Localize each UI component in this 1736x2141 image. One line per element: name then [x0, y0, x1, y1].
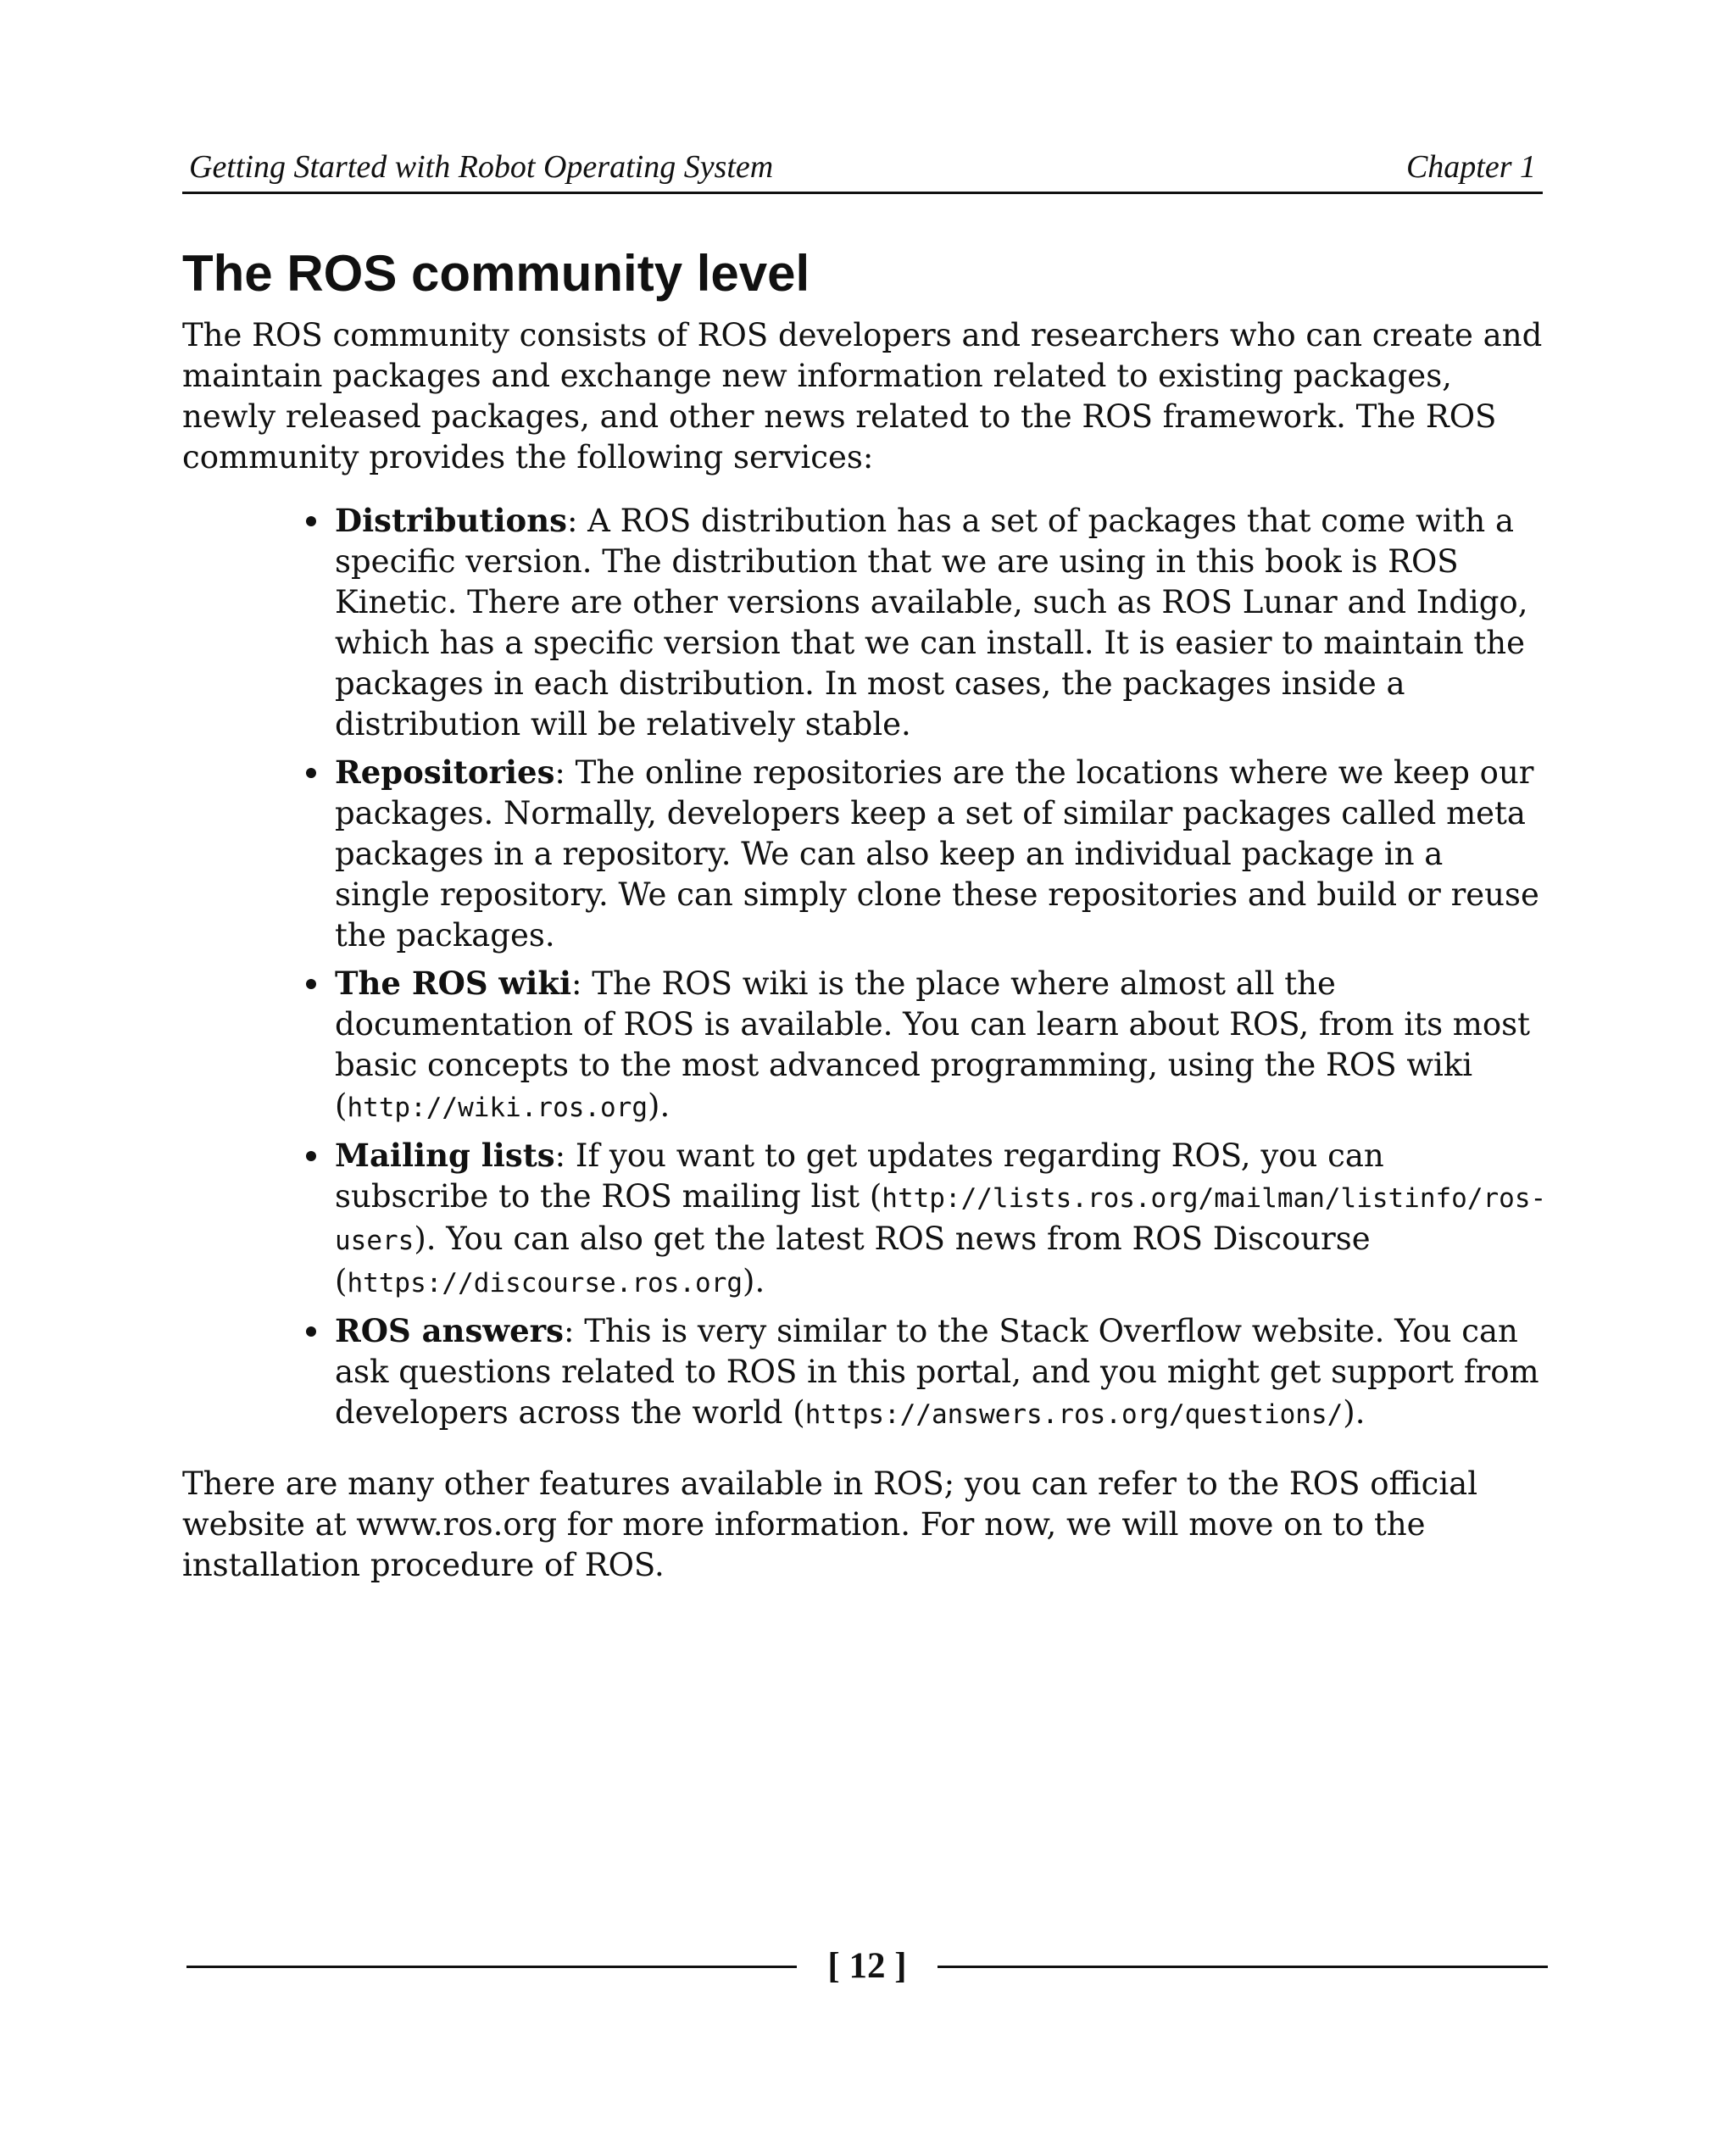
ros-wiki-text-end: ).: [648, 1087, 670, 1124]
mailing-lists-text: : If you want to get updates regarding ROS, you can subscribe to the ROS mailing list (: [335, 1137, 1384, 1215]
ros-answers-url: https://answers.ros.org/questions/: [804, 1399, 1344, 1430]
list-item-distributions: [335, 500, 1547, 745]
list-item-ros-answers: [335, 1310, 1547, 1435]
footer-rule-right: [938, 1966, 1548, 1968]
list-item-mailing-lists: [335, 1135, 1547, 1304]
section-heading: The ROS community level: [182, 245, 810, 302]
closing-paragraph: There are many other features available in ROS; you can refer to the ROS official website at www.ros.org for more information. For now, we will move on to the installation procedure of ROS.: [182, 1465, 1478, 1583]
mailing-lists-term: Mailing lists: [335, 1137, 555, 1174]
repositories-text: : The online repositories are the locations where we keep our packages. Normally, developers keep a set of similar packages called meta packages in a repository. We can also keep an individual package in a single repository. We can simply clone these repositories and build or reuse the packages.: [335, 754, 1539, 954]
mailing-list-url: http://lists.ros.org/mailman/listinfo/ros-users: [335, 1183, 1547, 1256]
running-header: [182, 142, 1543, 194]
distributions-text: : A ROS distribution has a set of packages that come with a specific version. The distribution that we are using in this book is ROS Kinetic. There are other versions available, such as ROS Lunar and Indigo, which has a specific version that we can install. It is easier to maintain the packages in each distribution. In most cases, the packages inside a distribution will be relatively stable.: [335, 503, 1528, 742]
mailing-lists-middle-text: ). You can also get the latest ROS news from ROS Discourse (: [335, 1221, 1371, 1299]
footer-rule-left: [186, 1966, 797, 1968]
list-item-repositories: [335, 752, 1547, 956]
mailing-lists-text-end: ).: [743, 1263, 765, 1299]
list-item-ros-wiki: [335, 963, 1547, 1128]
ros-wiki-term: The ROS wiki: [335, 965, 572, 1002]
book-title: Getting Started with Robot Operating System: [189, 149, 774, 185]
page-number: [ 12 ]: [827, 1946, 907, 1986]
chapter-label: Chapter 1: [1405, 149, 1536, 185]
ros-answers-text: : This is very similar to the Stack Overflow website. You can ask questions related to ROS in this portal, and you might get support from developers across the world (: [335, 1313, 1539, 1431]
ros-answers-text-end: ).: [1343, 1394, 1366, 1431]
repositories-term: Repositories: [335, 754, 555, 791]
ros-wiki-url: http://wiki.ros.org: [347, 1093, 648, 1123]
ros-discourse-url: https://discourse.ros.org: [347, 1268, 743, 1299]
page-content: [182, 242, 1547, 1586]
ros-answers-term: ROS answers: [335, 1312, 565, 1349]
intro-paragraph: The ROS community consists of ROS developers and researchers who can create and maintain packages and exchange new information related to existing packages, newly released packages, and other news related to the ROS framework. The ROS community provides the following services:: [182, 317, 1543, 475]
distributions-term: Distributions: [335, 502, 567, 539]
ros-wiki-text: : The ROS wiki is the place where almost all the documentation of ROS is available. You can learn about ROS, from its most basic concepts to the most advanced programming, using the ROS wiki (: [335, 965, 1531, 1124]
services-list: [182, 500, 1547, 1435]
